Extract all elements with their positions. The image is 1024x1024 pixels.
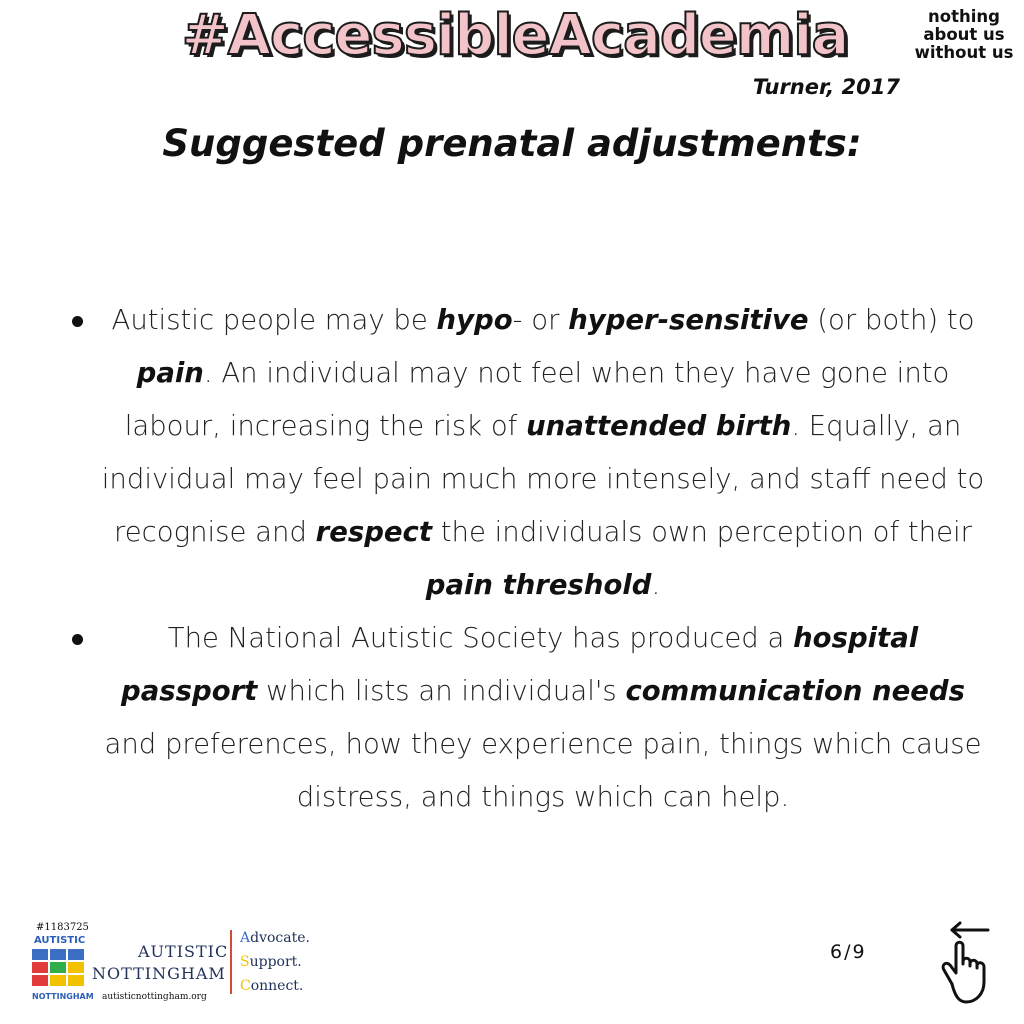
body-text: Autistic people may be xyxy=(111,304,437,336)
bullet-item-pain xyxy=(68,294,988,612)
autistic-nottingham-logo xyxy=(30,922,330,1012)
logo-grid-cell xyxy=(68,949,84,960)
tagline-initial: A xyxy=(240,930,251,946)
body-text: - or xyxy=(512,304,569,336)
logo-small-text-bottom: NOTTINGHAM xyxy=(32,992,94,1001)
tagline-rest: onnect. xyxy=(250,978,304,994)
emphasis-text: pain xyxy=(136,357,204,389)
body-text: The National Autistic Society has produced a xyxy=(167,622,794,654)
motto xyxy=(908,8,1020,62)
tagline-advocate xyxy=(240,930,310,946)
logo-name-line-1: AUTISTIC xyxy=(138,942,229,961)
logo-grid-cell xyxy=(50,962,66,973)
body-text: . Equally, an individual may feel pain much more intensely, and staff need to recognise and xyxy=(101,410,985,548)
logo-color-grid xyxy=(32,949,86,989)
tagline-rest: dvocate. xyxy=(250,930,310,946)
logo-grid-cell xyxy=(32,975,48,986)
emphasis-text: hypo xyxy=(436,304,513,336)
logo-grid-cell xyxy=(68,975,84,986)
logo-small-text-top: AUTISTIC xyxy=(34,935,86,946)
logo-grid-cell xyxy=(50,949,66,960)
page-heading: Suggested prenatal adjustments: xyxy=(162,122,862,165)
logo-grid-cell xyxy=(50,975,66,986)
emphasis-text: hyper-sensitive xyxy=(568,304,809,336)
tagline-initial: C xyxy=(240,978,251,994)
bullet-item-hospital-passport xyxy=(68,612,988,824)
motto-line-2: about us xyxy=(923,25,1005,44)
body-text: the individuals own perception of their xyxy=(432,516,972,548)
emphasis-text: pain threshold xyxy=(425,569,652,601)
charity-number: #1183725 xyxy=(36,922,89,933)
bullet-list xyxy=(68,294,988,824)
body-text: which lists an individual's xyxy=(257,675,626,707)
emphasis-text: communication needs xyxy=(625,675,965,707)
citation: Turner, 2017 xyxy=(752,75,900,99)
body-text: . An individual may not feel when they have gone into labour, increasing the risk of xyxy=(124,357,950,442)
emphasis-text: respect xyxy=(315,516,433,548)
logo-grid-cell xyxy=(32,949,48,960)
site-title: #AccessibleAcademia xyxy=(181,3,849,68)
emphasis-text: unattended birth xyxy=(526,410,792,442)
tagline-initial: S xyxy=(240,954,250,970)
tagline-connect xyxy=(240,978,303,994)
logo-divider xyxy=(230,930,232,994)
body-text: . xyxy=(651,569,661,601)
logo-name-line-2: NOTTINGHAM xyxy=(92,964,226,983)
tagline-rest: upport. xyxy=(249,954,302,970)
emphasis-text: hospital passport xyxy=(121,622,919,707)
logo-grid-cell xyxy=(68,962,84,973)
motto-line-1: nothing xyxy=(928,7,1000,26)
tagline-support xyxy=(240,954,302,970)
swipe-hand-icon xyxy=(930,918,1000,1008)
body-text: (or both) to xyxy=(808,304,975,336)
motto-line-3: without us xyxy=(914,43,1014,62)
logo-url: autisticnottingham.org xyxy=(102,992,207,1002)
page-indicator: 6/9 xyxy=(830,941,867,963)
body-text: and preferences, how they experience pain, things which cause distress, and things which can help. xyxy=(104,728,982,813)
logo-grid-cell xyxy=(32,962,48,973)
